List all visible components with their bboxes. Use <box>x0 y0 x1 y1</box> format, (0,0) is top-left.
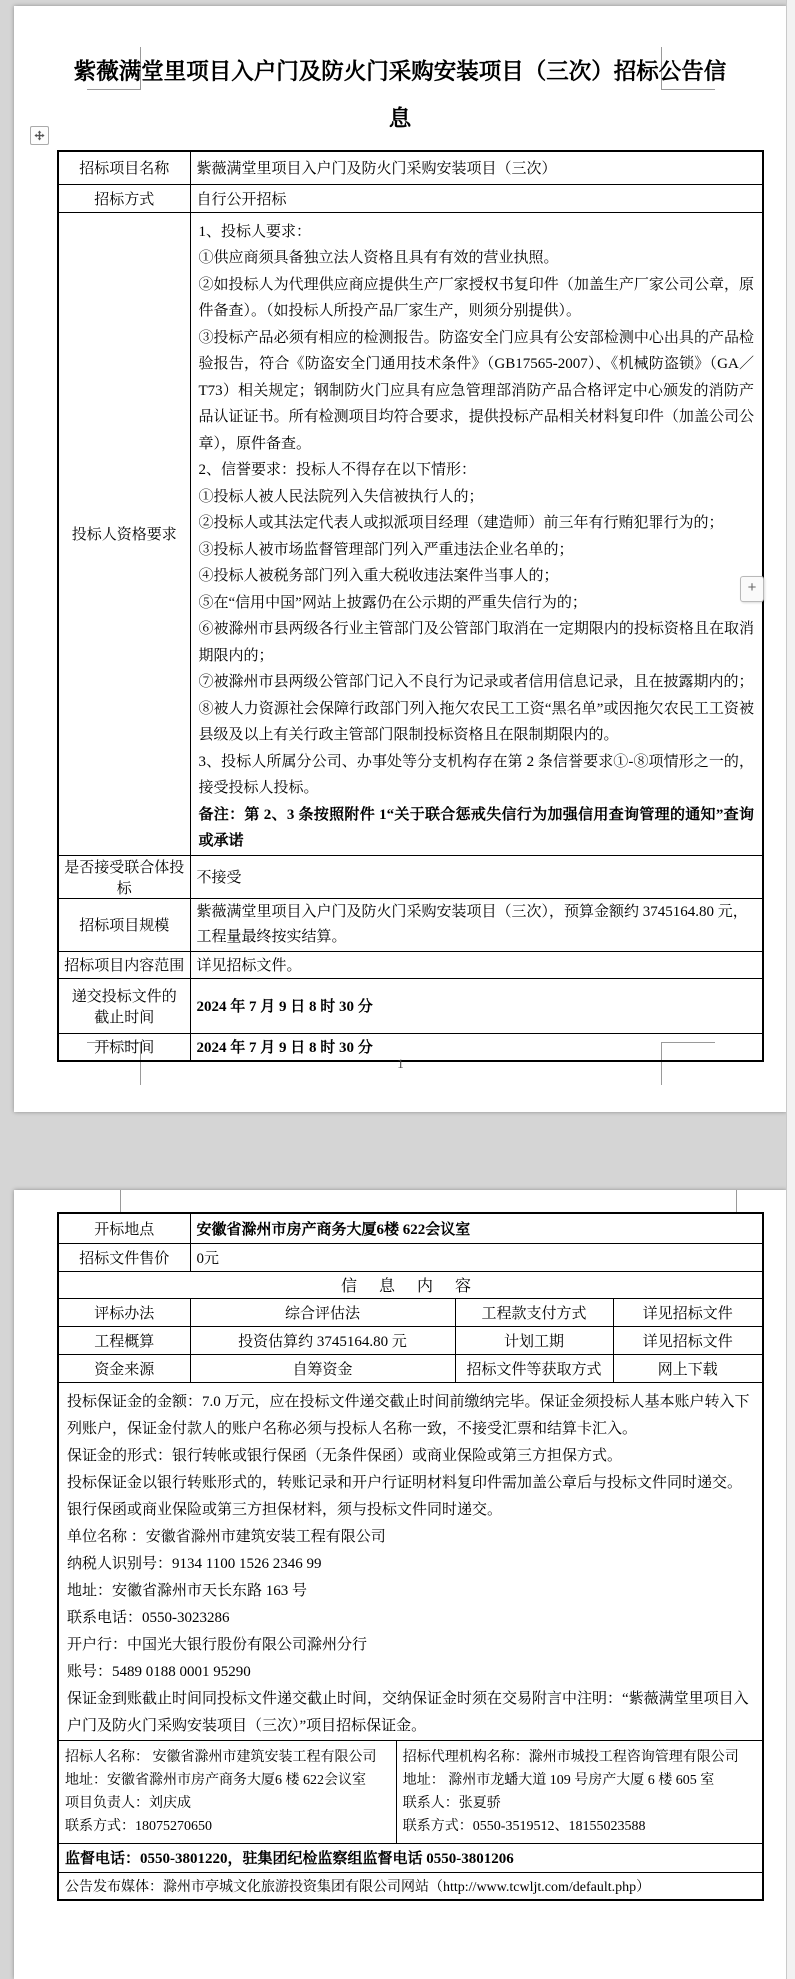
table-row <box>58 1382 763 1740</box>
deposit-paragraph: 账号：5489 0188 0001 95290 <box>67 1663 251 1680</box>
table-row <box>58 1872 763 1900</box>
bidder-contact-block <box>59 1741 397 1843</box>
row-label: 招标项目名称 <box>58 151 190 184</box>
row-value: 2024 年 7 月 9 日 8 时 30 分 <box>190 1033 763 1061</box>
table-row <box>58 898 763 951</box>
table-row <box>58 855 763 898</box>
grid-cell: 详见招标文件 <box>613 1326 763 1354</box>
grid-cell: 评标办法 <box>58 1298 190 1326</box>
grid-cell: 计划工期 <box>455 1326 613 1354</box>
table-move-handle[interactable] <box>30 126 49 145</box>
document-page-2 <box>14 1190 787 1979</box>
grid-cell: 投资估算约 3745164.80 元 <box>190 1326 455 1354</box>
table-row <box>58 184 763 212</box>
qualification-paragraph: ③投标人被市场监督管理部门列入严重违法企业名单的； <box>198 541 574 558</box>
qualification-paragraph: 3、投标人所属分公司、办事处等分支机构存在第 2 条信誉要求①-⑧项情形之一的，接受投标人投标。 <box>198 753 754 796</box>
row-label: 开标地点 <box>58 1213 190 1243</box>
table-row <box>58 978 763 1033</box>
qualification-paragraph: ①投标人被人民法院列入失信被执行人的； <box>198 488 484 505</box>
deposit-info-cell <box>58 1382 763 1740</box>
bidder-name: 招标人名称： 安徽省滁州市建筑安装工程有限公司 <box>65 1749 377 1765</box>
qualification-paragraph: ④投标人被税务部门列入重大税收违法案件当事人的； <box>198 568 559 584</box>
agency-contact: 联系方式：0550-3519512、18155023588 <box>402 1818 646 1834</box>
qualification-paragraph: ⑧被人力资源社会保障行政部门列入拖欠农民工工资“黑名单”或因拖欠农民工工资被县级及以上有关行政主管部门限制投标资格且在限制期限内的。 <box>198 700 754 743</box>
table-row <box>58 1843 763 1872</box>
qualification-paragraph: ⑤在“信用中国”网站上披露仍在公示期的严重失信行为的； <box>198 594 587 611</box>
qualification-paragraph: ⑥被滁州市县两级各行业主管部门及公管部门取消在一定期限内的投标资格且在取消期限内的； <box>198 621 754 664</box>
qualification-note: 备注：第 2、3 条按照附件 1“关于联合惩戒失信行为加强信用查询管理的通知”查询或承诺 <box>198 806 754 849</box>
row-label <box>58 978 190 1033</box>
qualification-paragraph: ②如投标人为代理供应商应提供生产厂家授权书复印件（加盖生产厂家公司公章，原件备查）。（如投标人所投产品厂家生产，则须分别提供）。 <box>198 276 754 319</box>
section-header: 信 息 内 容 <box>58 1271 763 1298</box>
margin-crop-mark <box>736 1190 737 1212</box>
grid-cell: 综合评估法 <box>190 1298 455 1326</box>
supervision-phone: 监督电话：0550-3801220，驻集团纪检监察组监督电话 0550-3801206 <box>58 1843 763 1872</box>
grid-cell: 网上下载 <box>613 1354 763 1382</box>
bidder-contact: 联系方式：18075270650 <box>65 1818 212 1834</box>
table-row <box>58 1298 763 1326</box>
add-comment-button[interactable]: + <box>740 576 764 602</box>
row-value: 安徽省滁州市房产商务大厦6楼 622会议室 <box>190 1213 763 1243</box>
deposit-paragraph: 地址：安徽省滁州市天长东路 163 号 <box>67 1582 308 1599</box>
grid-cell: 招标文件等获取方式 <box>455 1354 613 1382</box>
contacts-row <box>58 1740 763 1843</box>
row-value: 详见招标文件。 <box>190 951 763 978</box>
row-label-line: 递交投标文件的 <box>71 988 177 1005</box>
deposit-paragraph: 投标保证金的金额：7.0 万元，应在投标文件递交截止时间前缴纳完毕。保证金须投标人基本账户转入下列账户，保证金付款人的账户名称必须与投标人名称一致，不接受汇票和结算卡汇入。 <box>67 1393 750 1437</box>
page-number: 1 <box>397 1056 404 1071</box>
row-value: 紫薇满堂里项目入户门及防火门采购安装项目（三次） <box>190 151 763 184</box>
table-row <box>58 1354 763 1382</box>
row-label: 是否接受联合体投标 <box>58 855 190 898</box>
agency-name: 招标代理机构名称：滁州市城投工程咨询管理有限公司 <box>402 1749 739 1765</box>
bid-announcement-table <box>57 150 764 1062</box>
deposit-paragraph: 开户行：中国光大银行股份有限公司滁州分行 <box>67 1636 368 1653</box>
qualification-paragraph: ③投标产品必须有相应的检测报告。防盗安全门应具有公安部检测中心出具的产品检验报告，符合《防盗安全门通用技术条件》（GB17565-2007）、《机械防盗锁》（GA／T73）相关规定；钢制防火门应具有应急管理部消防产品合格评定中心颁发的消防产品认证证书。所有检测项目均符合要求，提供投标产品相关材料复印件（加盖公司公章），原件备查。 <box>198 329 754 452</box>
move-icon <box>34 130 45 141</box>
row-value: 自行公开招标 <box>190 184 763 212</box>
agency-contact-person: 联系人：张夏骄 <box>402 1795 501 1811</box>
row-value: 2024 年 7 月 9 日 8 时 30 分 <box>190 978 763 1033</box>
row-label-line: 截止时间 <box>94 1009 155 1026</box>
table-row <box>58 1740 763 1843</box>
bid-details-table <box>57 1212 764 1901</box>
table-row <box>58 1326 763 1354</box>
qualification-paragraph: 2、信誉要求：投标人不得存在以下情形： <box>198 462 477 478</box>
grid-cell: 工程款支付方式 <box>455 1298 613 1326</box>
row-label: 招标文件售价 <box>58 1243 190 1271</box>
document-title: 紫薇满堂里项目入户门及防火门采购安装项目（三次）招标公告信息 <box>73 59 727 131</box>
deposit-paragraph: 纳税人识别号：9134 1100 1526 2346 99 <box>67 1555 322 1572</box>
document-page-1 <box>14 6 787 1112</box>
qualification-paragraph: ②投标人或其法定代表人或拟派项目经理（建造师）前三年有行贿犯罪行为的； <box>198 515 724 531</box>
table-row <box>58 1213 763 1243</box>
grid-cell: 详见招标文件 <box>613 1298 763 1326</box>
table-row <box>58 212 763 855</box>
deposit-paragraph: 银行保函或商业保险或第三方担保材料，须与投标文件同时递交。 <box>67 1501 503 1518</box>
agency-address: 地址： 滁州市龙蟠大道 109 号房产大厦 6 楼 605 室 <box>402 1772 715 1788</box>
qualification-paragraph: ⑦被滁州市县两级公管部门记入不良行为记录或者信用信息记录，且在披露期内的； <box>198 674 754 690</box>
row-value: 紫薇满堂里项目入户门及防火门采购安装项目（三次），预算金额约 3745164.80 元，工程量最终按实结算。 <box>190 898 763 951</box>
row-label: 招标项目内容范围 <box>58 951 190 978</box>
table-row <box>58 1243 763 1271</box>
row-value: 不接受 <box>190 855 763 898</box>
deposit-paragraph: 保证金到账截止时间同投标文件递交截止时间，交纳保证金时须在交易附言中注明：“紫薇满堂里项目入户门及防火门采购安装项目（三次）”项目招标保证金。 <box>67 1690 749 1734</box>
qualification-paragraph: 1、投标人要求： <box>198 223 312 240</box>
deposit-paragraph: 联系电话：0550-3023286 <box>67 1609 230 1626</box>
row-label: 招标方式 <box>58 184 190 212</box>
qualification-requirements-cell <box>190 212 763 855</box>
qualification-paragraph: ①供应商须具备独立法人资格且具有有效的营业执照。 <box>198 250 559 266</box>
row-label: 投标人资格要求 <box>58 212 190 855</box>
table-row <box>58 151 763 184</box>
table-row <box>58 951 763 978</box>
row-label: 开标时间 <box>58 1033 190 1061</box>
announcement-media: 公告发布媒体：滁州市亭城文化旅游投资集团有限公司网站（http://www.tcwljt.com/default.php） <box>58 1872 763 1900</box>
table-row <box>58 1271 763 1298</box>
grid-cell: 工程概算 <box>58 1326 190 1354</box>
bidder-address: 地址：安徽省滁州市房产商务大厦6 楼 622会议室 <box>65 1772 366 1788</box>
deposit-paragraph: 投标保证金以银行转账形式的，转账记录和开户行证明材料复印件需加盖公章后与投标文件同时递交。 <box>67 1474 743 1491</box>
scrollbar[interactable] <box>786 0 795 1979</box>
agency-contact-block <box>397 1741 762 1843</box>
row-value: 0元 <box>190 1243 763 1271</box>
margin-crop-mark <box>120 1190 121 1212</box>
deposit-paragraph: 保证金的形式：银行转帐或银行保函（无条件保函）或商业保险或第三方担保方式。 <box>67 1447 623 1464</box>
grid-cell: 自筹资金 <box>190 1354 455 1382</box>
bidder-manager: 项目负责人：刘庆成 <box>65 1795 191 1811</box>
row-label: 招标项目规模 <box>58 898 190 951</box>
deposit-paragraph: 单位名称 ：安徽省滁州市建筑安装工程有限公司 <box>67 1528 386 1545</box>
grid-cell: 资金来源 <box>58 1354 190 1382</box>
